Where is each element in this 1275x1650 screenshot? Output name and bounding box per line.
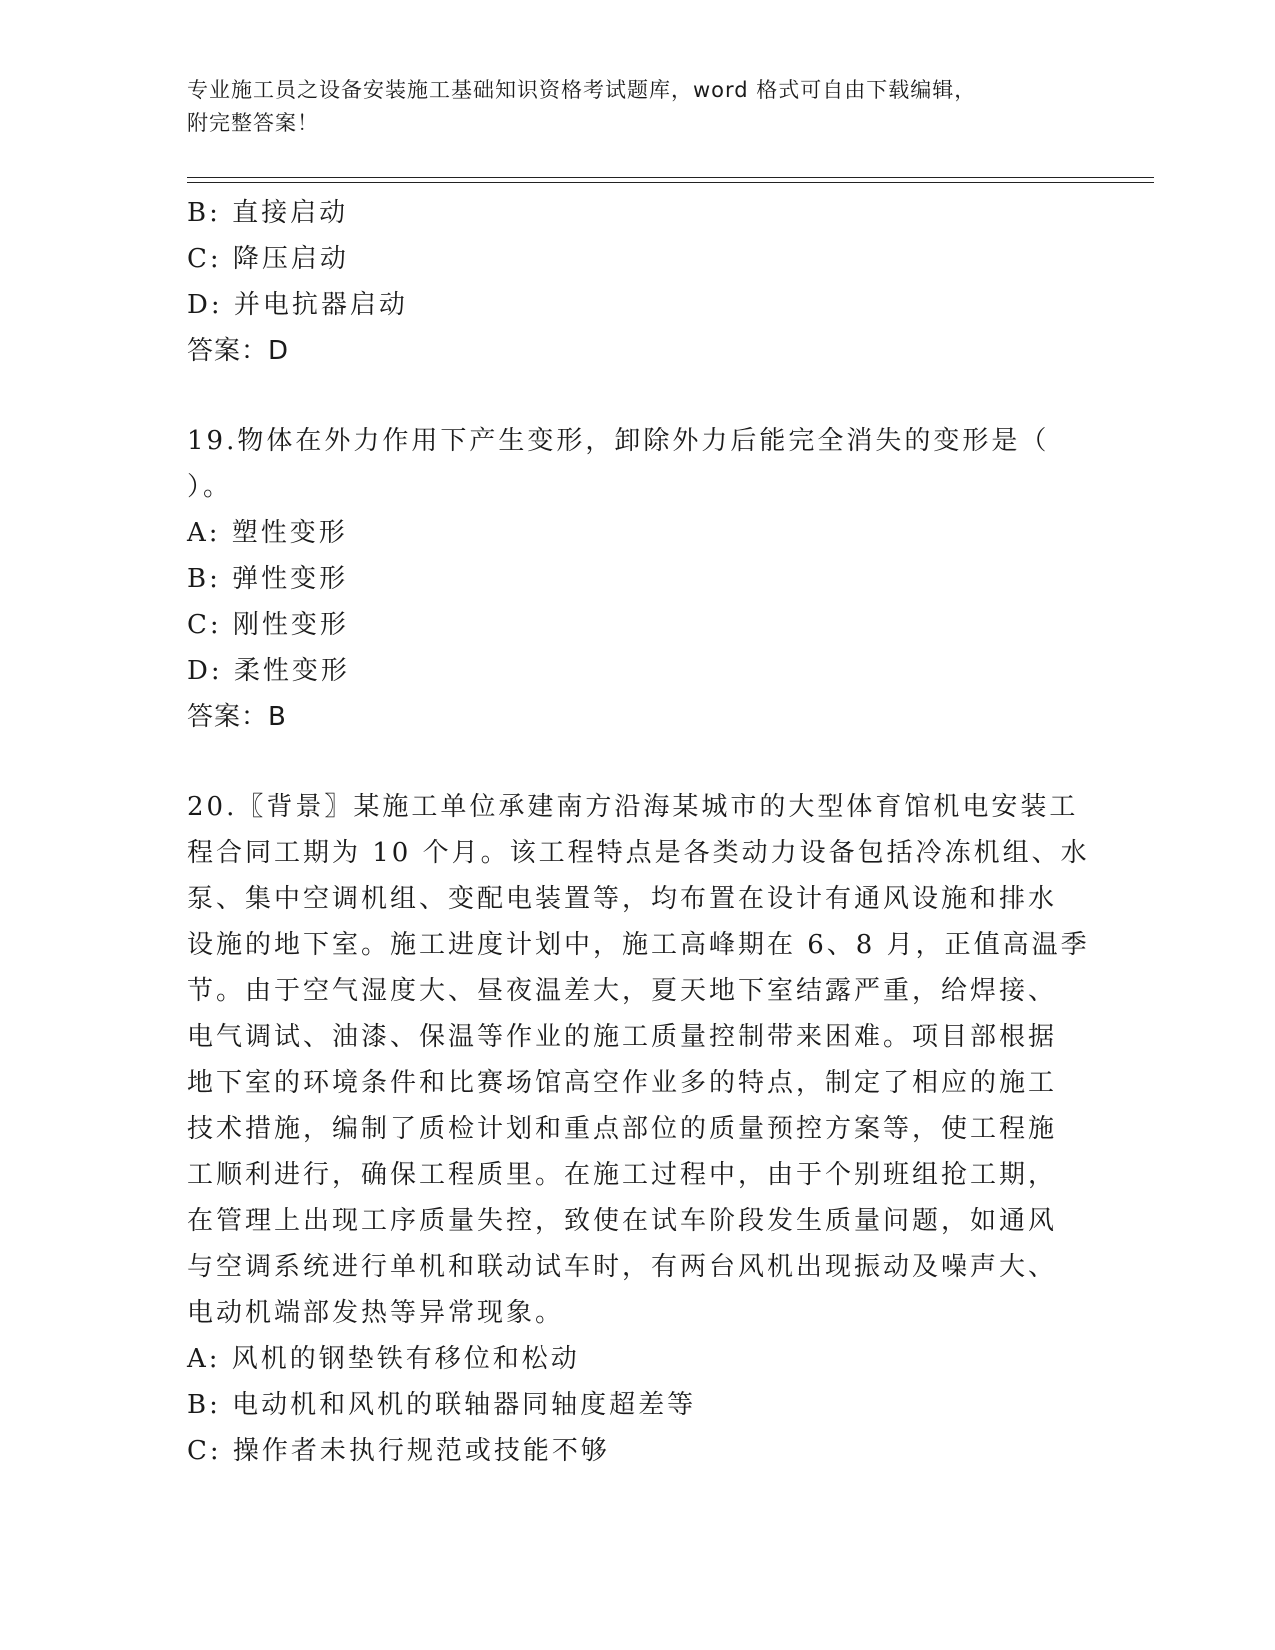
question-stem-line: 泵、集中空调机组、变配电装置等，均布置在设计有通风设施和排水 [187, 884, 1058, 914]
option-c: C: 降压启动 [187, 244, 349, 274]
question-18 [187, 190, 1087, 374]
question-stem-line: 地下室的环境条件和比赛场馆高空作业多的特点，制定了相应的施工 [187, 1068, 1058, 1098]
option-a: A: 塑性变形 [187, 518, 348, 548]
option-b: B: 弹性变形 [187, 564, 349, 594]
question-20 [187, 784, 1090, 1474]
question-stem-line: 技术措施，编制了质检计划和重点部位的质量预控方案等，使工程施 [187, 1114, 1058, 1144]
question-stem-line: 与空调系统进行单机和联动试车时，有两台风机出现振动及噪声大、 [187, 1252, 1058, 1282]
answer: 答案：B [187, 702, 287, 732]
header-divider-bottom [187, 182, 1154, 183]
option-d: D: 柔性变形 [187, 656, 350, 686]
document-body [187, 190, 1090, 1474]
page-header [187, 74, 1087, 140]
header-divider-top [187, 177, 1154, 178]
question-stem-line: ）。 [187, 472, 233, 502]
spacer [187, 740, 1087, 784]
question-stem-line: 电气调试、油漆、保温等作业的施工质量控制带来困难。项目部根据 [187, 1022, 1058, 1052]
answer: 答案：D [187, 336, 290, 366]
option-c: C: 刚性变形 [187, 610, 349, 640]
header-line-1: 专业施工员之设备安装施工基础知识资格考试题库，word 格式可自由下载编辑， [187, 78, 977, 102]
spacer [187, 374, 1087, 418]
question-stem-line: 电动机端部发热等异常现象。 [187, 1298, 565, 1328]
option-b: B: 直接启动 [187, 198, 349, 228]
option-b: B: 电动机和风机的联轴器同轴度超差等 [187, 1390, 697, 1420]
header-line-2: 附完整答案！ [187, 111, 319, 135]
question-stem-line: 程合同工期为 10 个月。该工程特点是各类动力设备包括冷冻机组、水 [187, 838, 1090, 868]
question-19 [187, 418, 1087, 740]
question-stem-line: 设施的地下室。施工进度计划中，施工高峰期在 6、8 月，正值高温季 [187, 930, 1090, 960]
option-c: C: 操作者未执行规范或技能不够 [187, 1436, 610, 1466]
question-stem-line: 20.〖背景〗某施工单位承建南方沿海某城市的大型体育馆机电安装工 [187, 792, 1079, 822]
option-d: D: 并电抗器启动 [187, 290, 408, 320]
question-stem-line: 工顺利进行，确保工程质里。在施工过程中，由于个别班组抢工期， [187, 1160, 1058, 1190]
question-stem-line: 节。由于空气湿度大、昼夜温差大，夏天地下室结露严重，给焊接、 [187, 976, 1058, 1006]
option-a: A: 风机的钢垫铁有移位和松动 [187, 1344, 580, 1374]
question-stem-line: 19.物体在外力作用下产生变形，卸除外力后能完全消失的变形是（ [187, 426, 1050, 456]
question-stem-line: 在管理上出现工序质量失控，致使在试车阶段发生质量问题，如通风 [187, 1206, 1058, 1236]
